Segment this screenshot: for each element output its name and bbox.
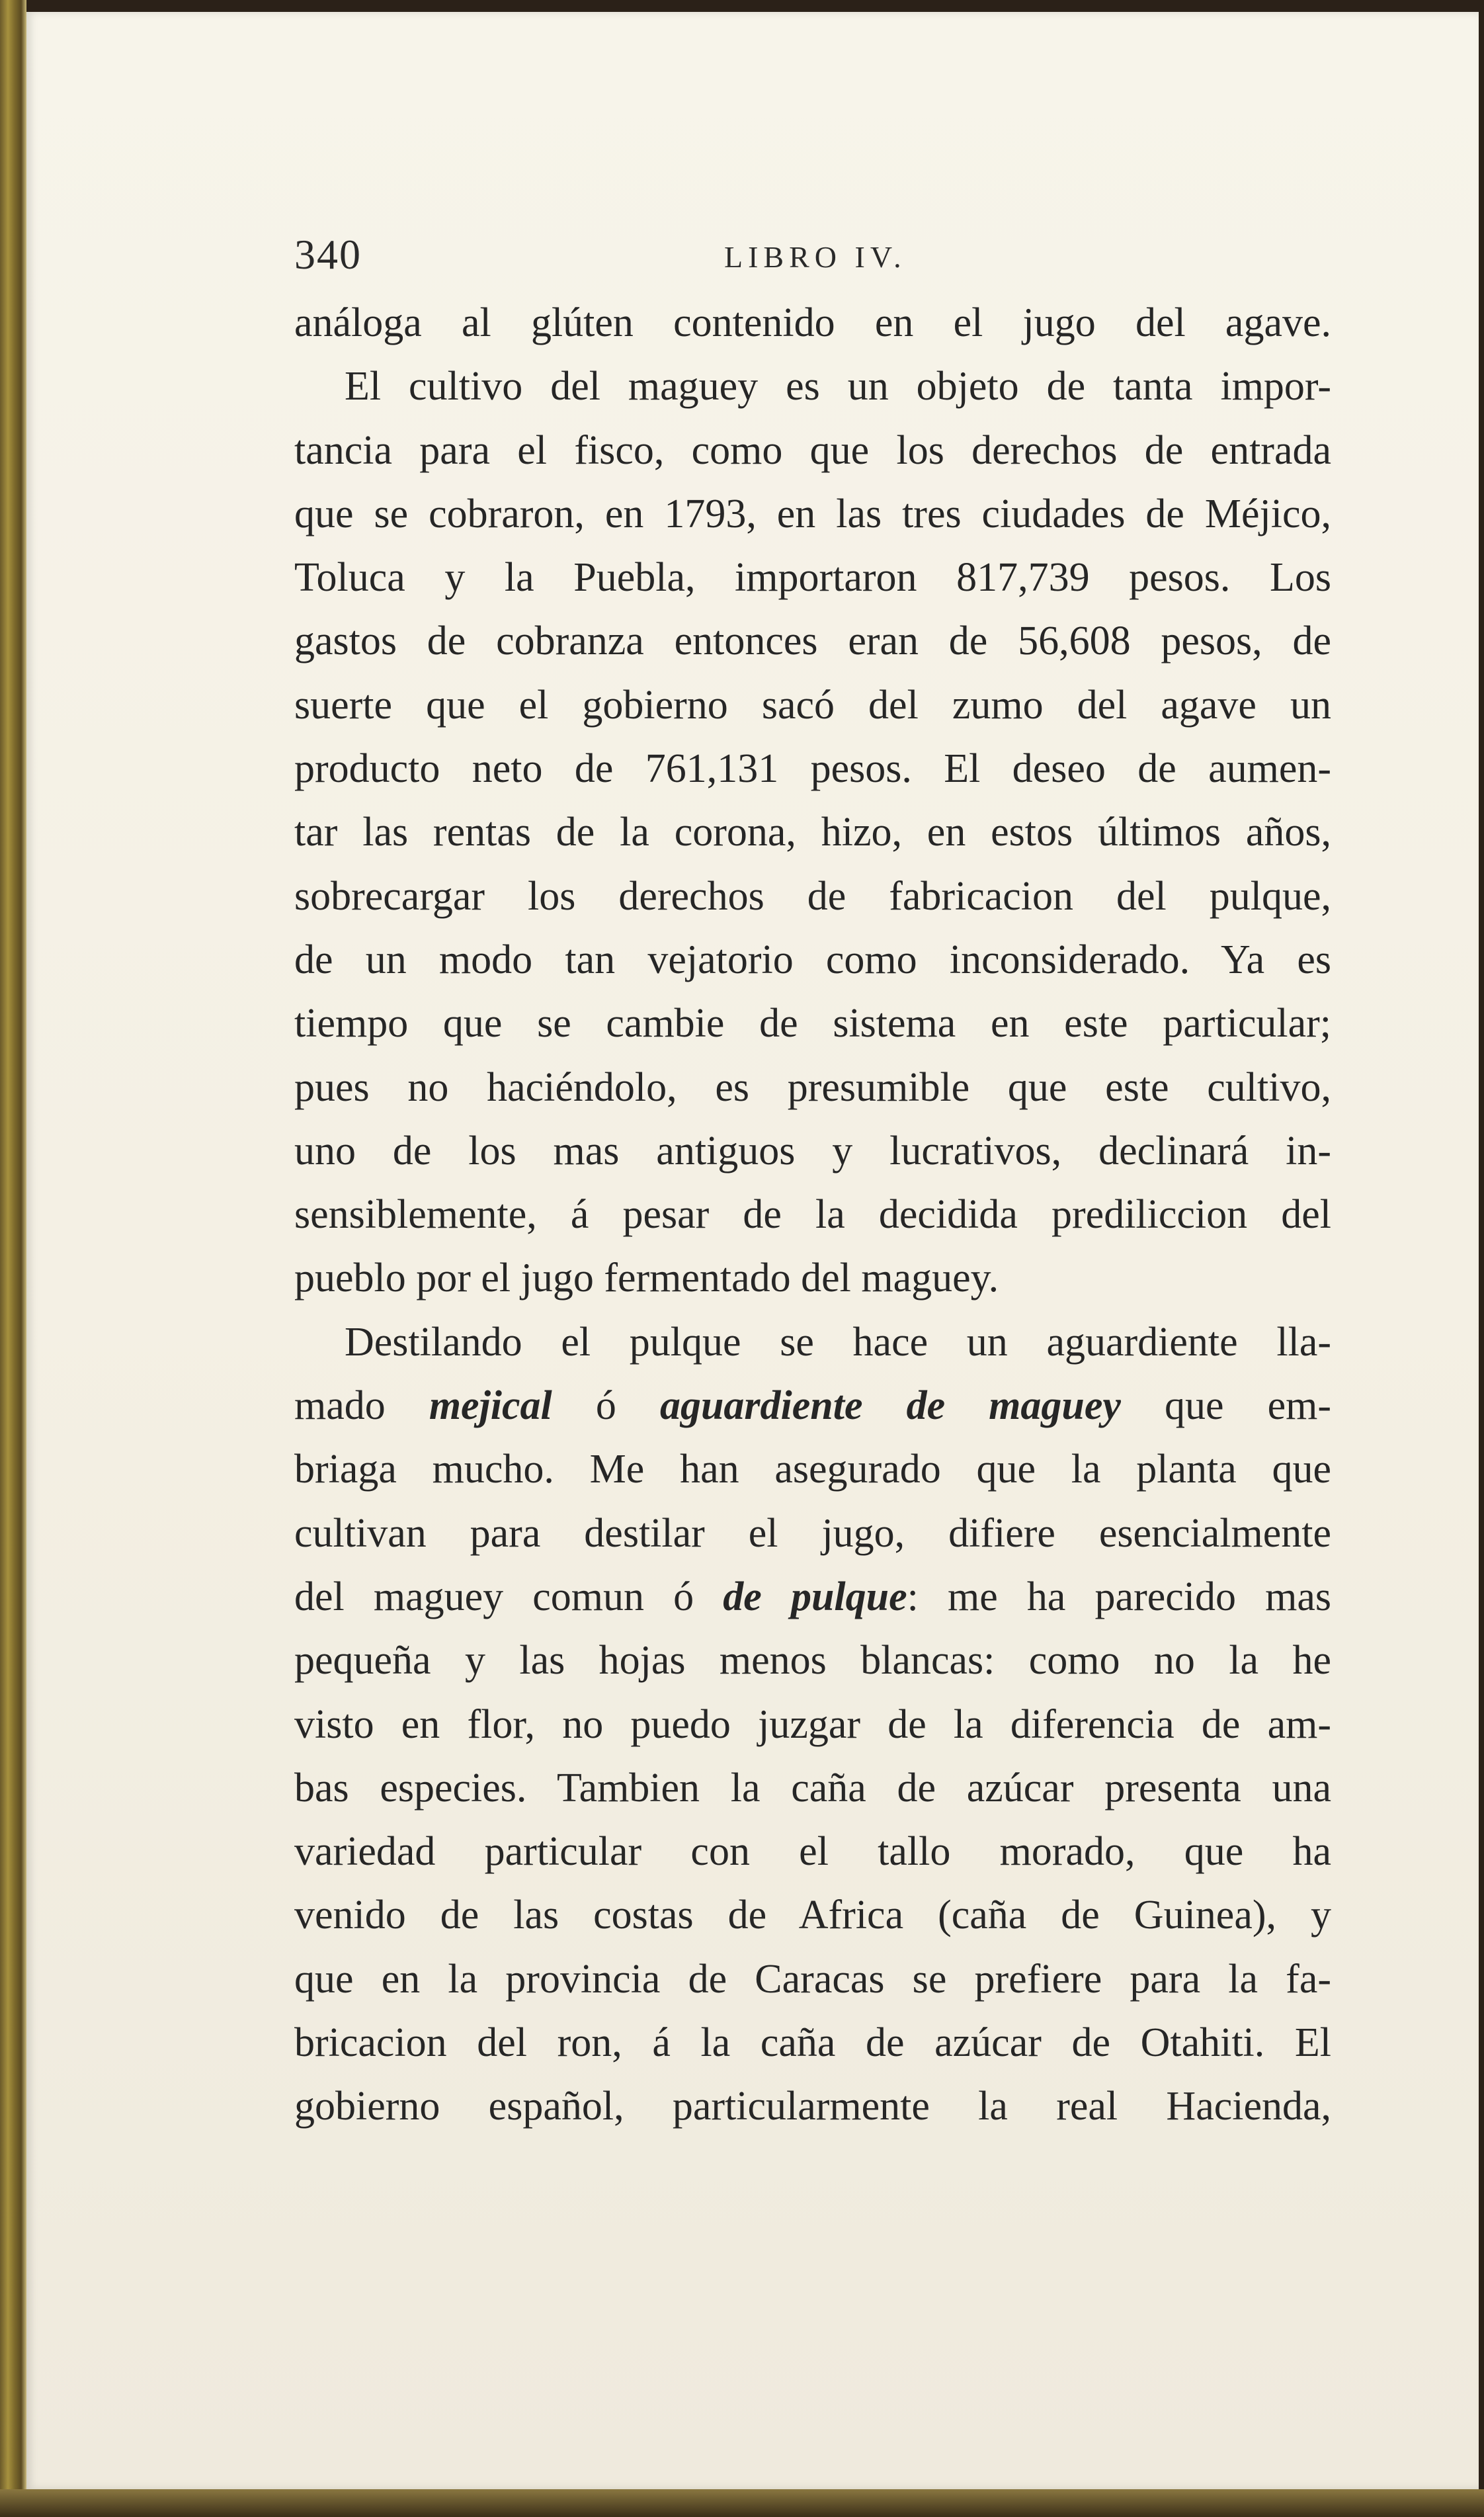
- italic-term: aguardiente de maguey: [659, 1383, 1121, 1429]
- italic-term: de pulque: [723, 1574, 907, 1619]
- body-text: [294, 291, 1331, 2139]
- page-number: 340: [294, 231, 362, 278]
- text-line: variedad particular con el tallo morado, que ha: [294, 1829, 1331, 1875]
- text-line: sensiblemente, á pesar de la decidida prediliccion del: [294, 1192, 1331, 1238]
- text-line: producto neto de 761,131 pesos. El deseo de aumen-: [294, 746, 1331, 792]
- text-line: sobrecargar los derechos de fabricacion del pulque,: [294, 873, 1331, 919]
- text-line: mado mejical ó aguardiente de maguey que em-: [294, 1383, 1331, 1429]
- text-line: tar las rentas de la corona, hizo, en estos últimos años,: [294, 810, 1331, 855]
- text-line: suerte que el gobierno sacó del zumo del agave un: [294, 682, 1331, 728]
- text-line: que en la provincia de Caracas se prefiere para la fa-: [294, 1956, 1331, 2002]
- text-line: Destilando el pulque se hace un aguardiente lla-: [345, 1319, 1331, 1365]
- text-line: visto en flor, no puedo juzgar de la diferencia de am-: [294, 1701, 1331, 1747]
- text-line: análoga al glúten contenido en el jugo del agave.: [294, 300, 1331, 345]
- text-line: pequeña y las hojas menos blancas: como no la he: [294, 1638, 1331, 1684]
- text-line: El cultivo del maguey es un objeto de tanta impor-: [345, 364, 1331, 409]
- text-line: cultivan para destilar el jugo, difiere esencialmente: [294, 1510, 1331, 1556]
- text-line: tiempo que se cambie de sistema en este particular;: [294, 1001, 1331, 1046]
- text-line: del maguey comun ó de pulque: me ha parecido mas: [294, 1574, 1331, 1619]
- text-line: briaga mucho. Me han asegurado que la planta que: [294, 1447, 1331, 1492]
- running-head: LIBRO IV.: [724, 240, 907, 274]
- text-line: pues no haciéndolo, es presumible que este cultivo,: [294, 1064, 1331, 1110]
- text-line: Toluca y la Puebla, importaron 817,739 pesos. Los: [294, 555, 1331, 601]
- book-binding-edge: [0, 0, 26, 2517]
- text-line: venido de las costas de Africa (caña de Guinea), y: [294, 1893, 1331, 1938]
- page-bottom-edge: [0, 2489, 1484, 2517]
- text-line: bas especies. Tambien la caña de azúcar presenta una: [294, 1765, 1331, 1811]
- text-line: pueblo por el jugo fermentado del maguey.: [294, 1256, 999, 1301]
- page-header: [294, 230, 1331, 283]
- text-line: uno de los mas antiguos y lucrativos, declinará in-: [294, 1128, 1331, 1173]
- text-line: gastos de cobranza entonces eran de 56,608 pesos, de: [294, 619, 1331, 664]
- text-line: tancia para el fisco, como que los derechos de entrada: [294, 427, 1331, 473]
- text-line: bricacion del ron, á la caña de azúcar de Otahiti. El: [294, 2020, 1331, 2066]
- text-line: gobierno español, particularmente la real Hacienda,: [294, 2084, 1331, 2129]
- italic-term: mejical: [429, 1383, 552, 1429]
- text-line: que se cobraron, en 1793, en las tres ciudades de Méjico,: [294, 491, 1331, 536]
- text-line: de un modo tan vejatorio como inconsiderado. Ya es: [294, 937, 1331, 982]
